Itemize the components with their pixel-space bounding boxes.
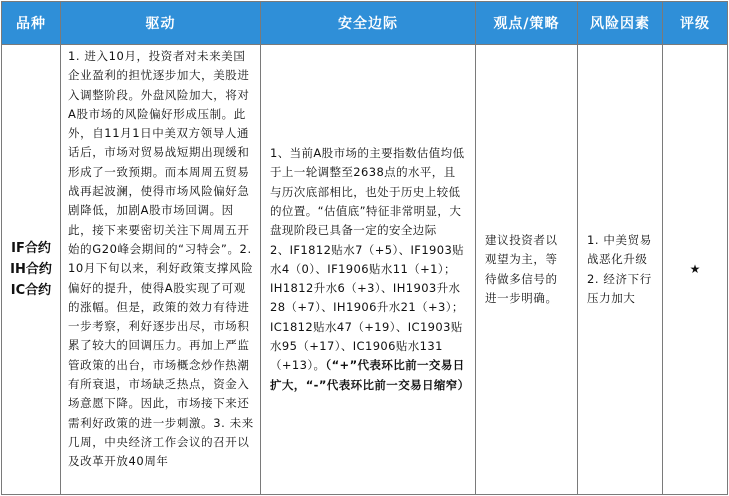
header-rating: 评级 (680, 16, 710, 32)
driver-cell (61, 45, 260, 494)
safety-point-valuation: 1、当前A股市场的主要指数估值均低于上一轮调整至2638点的水平，且与历次底部相比，也处于历史上较低的位置。“估值底”特征非常明显，大盘现阶段已具备一定的安全边际 (270, 146, 465, 238)
view-text: 建议投资者以观望为主，等待做多信号的进一步明确。 (485, 232, 558, 305)
risk-cell (578, 45, 662, 494)
rating-cell (663, 45, 727, 494)
header-view: 观点/策略 (493, 16, 560, 32)
safety-basis-note: （“+”代表环比前一交易日扩大，“-”代表环比前一交易日缩窄） (270, 358, 470, 392)
risk-item-trade-war: 1. 中美贸易战恶化升级 (587, 232, 652, 267)
view-cell (476, 45, 577, 494)
header-driver: 驱动 (145, 16, 176, 32)
risk-item-economy: 2. 经济下行压力加大 (587, 271, 652, 305)
header-variety: 品种 (16, 16, 46, 32)
variety-ih: IH合约 (10, 262, 52, 277)
driver-text: 1. 进入10月，投资者对未来美国企业盈利的担忧逐步加大，美股进入调整阶段。外盘风险加大，将对A股市场的风险偏好形成压制。此外，自11月1日中美双方领导人通话后，市场对贸易战短期出现缓和形成了一致预期。而本周周五贸易战再起波澜，使得市场风险偏好急剧降低，加剧A股市场回调。因此，接下来要密切关注下周周五开始的G20峰会期间的“习特会”。2. 10月下旬以来，利好政策支撑风险偏好的提升，使得A股实现了可观的涨幅。但是，政策的效力有待进一步考察，利好逐步出尽，市场积累了较大的回调压力。再加上严监管政策的出台，市场概念炒作热潮有所衰退，市场缺乏热点，资金入场意愿下降。因此，市场接下来还需利好政策的进一步刺激。3. 未来几周，中央经济工作会议的召开以及改革开放40周年 (68, 49, 254, 469)
variety-ic: IC合约 (10, 283, 52, 298)
safety-point-basis: 2、IF1812贴水7（+5）、IF1903贴水4（0）、IF1906贴水11（+1）；IH1812升水6（+3）、IH1903升水28（+7）、IH1906升水21（+3）；IC1812贴水47（+19）、IC1903贴水95（+17）、IC1906贴水131（+13）。 (270, 242, 465, 373)
safety-cell (261, 45, 475, 494)
strategy-table (1, 1, 728, 495)
variety-cell (2, 45, 60, 494)
variety-if: IF合约 (11, 241, 51, 256)
rating-star-icon: ★ (689, 261, 701, 276)
header-safety: 安全边际 (338, 16, 398, 32)
header-risk: 风险因素 (590, 16, 650, 32)
table-header (2, 2, 727, 44)
